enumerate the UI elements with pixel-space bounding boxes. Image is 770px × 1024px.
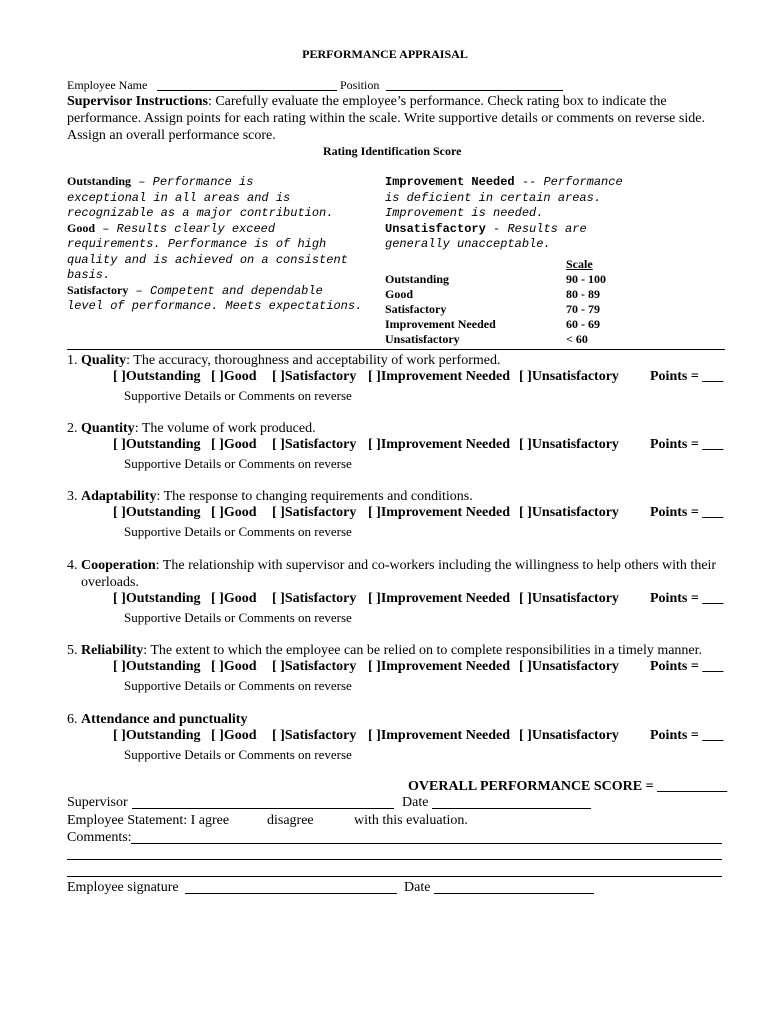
unsatisfactory-checkbox[interactable]: [ ]Unsatisfactory [519, 437, 619, 452]
item-description: : The volume of work produced. [134, 421, 316, 436]
good-checkbox[interactable]: [ ]Good [211, 728, 257, 743]
supportive-details-note: Supportive Details or Comments on reverse [124, 747, 352, 762]
supervisor-instructions [67, 93, 717, 144]
signature-field[interactable] [185, 893, 397, 894]
definitions-right [385, 174, 623, 252]
item-number: 1. [67, 353, 81, 368]
def-line: Satisfactory – Competent and dependable [67, 282, 323, 298]
date-label: Date [402, 795, 429, 810]
supportive-details-note: Supportive Details or Comments on reverse [124, 388, 352, 403]
rating-options [113, 591, 727, 609]
def-line: level of performance. Meets expectations. [67, 299, 363, 313]
satisfactory-checkbox[interactable]: [ ]Satisfactory [272, 591, 357, 606]
instructions-lead: Supervisor Instructions [67, 94, 208, 109]
improvement-needed-checkbox[interactable]: [ ]Improvement Needed [368, 591, 511, 606]
comments-line[interactable] [67, 859, 722, 860]
comments-field[interactable] [131, 843, 722, 844]
position-label: Position [340, 78, 380, 92]
def-line: Good – Results clearly exceed [67, 220, 276, 236]
improvement-needed-checkbox[interactable]: [ ]Improvement Needed [368, 505, 511, 520]
scale-row: Improvement Needed 60 - 69 [385, 317, 600, 331]
item-name: Quality [81, 353, 127, 368]
rating-item [67, 642, 727, 694]
unsatisfactory-checkbox[interactable]: [ ]Unsatisfactory [519, 505, 619, 520]
rating-heading: Rating Identification Score [323, 144, 462, 158]
scale-table [385, 257, 646, 347]
def-line: exceptional in all areas and is [67, 190, 291, 205]
with-evaluation-label: with this evaluation. [354, 813, 468, 828]
item-description: : The relationship with supervisor and co-workers including the willingness to help others with their overloads. [81, 558, 717, 590]
scale-row: Good 80 - 89 [385, 287, 600, 301]
item-description: : The accuracy, thoroughness and acceptability of work performed. [126, 353, 501, 368]
unsatisfactory-checkbox[interactable]: [ ]Unsatisfactory [519, 591, 619, 606]
good-checkbox[interactable]: [ ]Good [211, 505, 257, 520]
item-number: 2. [67, 421, 81, 436]
disagree-label: disagree [267, 813, 314, 828]
unsatisfactory-checkbox[interactable]: [ ]Unsatisfactory [519, 369, 619, 384]
item-number: 5. [67, 643, 81, 658]
satisfactory-checkbox[interactable]: [ ]Satisfactory [272, 505, 357, 520]
item-name: Adaptability [81, 489, 157, 504]
signature-date-label: Date [404, 880, 431, 895]
good-checkbox[interactable]: [ ]Good [211, 369, 257, 384]
outstanding-checkbox[interactable]: [ ]Outstanding [113, 591, 201, 606]
item-number: 4. [67, 558, 81, 573]
improvement-needed-checkbox[interactable]: [ ]Improvement Needed [368, 659, 511, 674]
satisfactory-checkbox[interactable]: [ ]Satisfactory [272, 728, 357, 743]
page-title: PERFORMANCE APPRAISAL [302, 47, 468, 61]
outstanding-checkbox[interactable]: [ ]Outstanding [113, 659, 201, 674]
rating-item-question [67, 642, 727, 659]
supportive-details-note: Supportive Details or Comments on reverse [124, 678, 352, 693]
outstanding-checkbox[interactable]: [ ]Outstanding [113, 505, 201, 520]
definitions-left [67, 174, 362, 314]
unsatisfactory-checkbox[interactable]: [ ]Unsatisfactory [519, 659, 619, 674]
rating-options [113, 728, 727, 746]
points-field[interactable]: Points = ___ [650, 659, 724, 674]
def-line: basis. [67, 268, 111, 282]
scale-heading: Scale [566, 257, 593, 271]
comments-line[interactable] [67, 876, 722, 877]
rating-item [67, 488, 727, 540]
employee-name-label: Employee Name [67, 78, 148, 92]
good-checkbox[interactable]: [ ]Good [211, 591, 257, 606]
improvement-needed-checkbox[interactable]: [ ]Improvement Needed [368, 437, 511, 452]
def-line: generally unacceptable. [385, 237, 551, 251]
rating-options [113, 437, 727, 455]
rating-item-question [67, 488, 727, 505]
def-line: Improvement is needed. [385, 206, 544, 220]
employee-name-field[interactable] [157, 90, 337, 91]
satisfactory-checkbox[interactable]: [ ]Satisfactory [272, 437, 357, 452]
def-line: Outstanding – Performance is [67, 174, 254, 189]
section-divider [67, 349, 725, 350]
def-line: Improvement Needed -- Performance [385, 175, 623, 189]
outstanding-checkbox[interactable]: [ ]Outstanding [113, 369, 201, 384]
good-checkbox[interactable]: [ ]Good [211, 437, 257, 452]
scale-row: Unsatisfactory < 60 [385, 332, 588, 346]
rating-item [67, 352, 727, 404]
points-field[interactable]: Points = ___ [650, 728, 724, 743]
def-line: requirements. Performance is of high [67, 237, 327, 251]
rating-item-question [67, 557, 727, 591]
overall-score-label: OVERALL PERFORMANCE SCORE = __________ [408, 779, 728, 794]
rating-options [113, 505, 727, 523]
rating-item [67, 420, 727, 472]
satisfactory-checkbox[interactable]: [ ]Satisfactory [272, 369, 357, 384]
good-checkbox[interactable]: [ ]Good [211, 659, 257, 674]
points-field[interactable]: Points = ___ [650, 591, 724, 606]
signature-label: Employee signature [67, 880, 179, 895]
item-number: 3. [67, 489, 81, 504]
item-number: 6. [67, 712, 81, 727]
def-line: is deficient in certain areas. [385, 190, 602, 205]
supportive-details-note: Supportive Details or Comments on reverse [124, 524, 352, 539]
supervisor-label: Supervisor [67, 795, 128, 810]
date-field[interactable] [432, 808, 591, 809]
instructions-text: : Carefully evaluate the employee’s performance. Check rating box to indicate the performance. Assign points for each rating within the scale. Write supportive details or comments on reverse side. Assign an overall performance score. [67, 94, 705, 143]
position-field[interactable] [386, 90, 563, 91]
improvement-needed-checkbox[interactable]: [ ]Improvement Needed [368, 369, 511, 384]
outstanding-checkbox[interactable]: [ ]Outstanding [113, 728, 201, 743]
item-name: Cooperation [81, 558, 156, 573]
rating-item-question [67, 420, 727, 437]
supportive-details-note: Supportive Details or Comments on reverse [124, 456, 352, 471]
rating-item-question [67, 352, 727, 369]
def-line: quality and is achieved on a consistent [67, 252, 348, 267]
points-field[interactable]: Points = ___ [650, 369, 724, 384]
outstanding-checkbox[interactable]: [ ]Outstanding [113, 437, 201, 452]
rating-options [113, 369, 727, 387]
def-line: recognizable as a major contribution. [67, 206, 334, 220]
supervisor-field[interactable] [132, 808, 394, 809]
item-name: Reliability [81, 643, 144, 658]
satisfactory-checkbox[interactable]: [ ]Satisfactory [272, 659, 357, 674]
improvement-needed-checkbox[interactable]: [ ]Improvement Needed [368, 728, 511, 743]
def-line: Unsatisfactory - Results are [385, 221, 587, 236]
item-description: : The extent to which the employee can be relied on to complete responsibilities in a timely manner. [143, 643, 703, 658]
rating-item-question [67, 711, 727, 728]
points-field[interactable]: Points = ___ [650, 437, 724, 452]
item-description: : The response to changing requirements and conditions. [156, 489, 473, 504]
rating-options [113, 659, 727, 677]
scale-header-row [385, 257, 646, 272]
supportive-details-note: Supportive Details or Comments on reverse [124, 610, 352, 625]
comments-label: Comments: [67, 830, 132, 845]
points-field[interactable]: Points = ___ [650, 505, 724, 520]
signature-date-field[interactable] [434, 893, 594, 894]
unsatisfactory-checkbox[interactable]: [ ]Unsatisfactory [519, 728, 619, 743]
scale-row: Satisfactory 70 - 79 [385, 302, 600, 316]
rating-item [67, 711, 727, 763]
item-name: Quantity [81, 421, 135, 436]
item-name: Attendance and punctuality [81, 712, 248, 727]
employee-statement-label: Employee Statement: I agree [67, 813, 230, 828]
rating-item [67, 557, 727, 626]
scale-row: Outstanding 90 - 100 [385, 272, 606, 286]
